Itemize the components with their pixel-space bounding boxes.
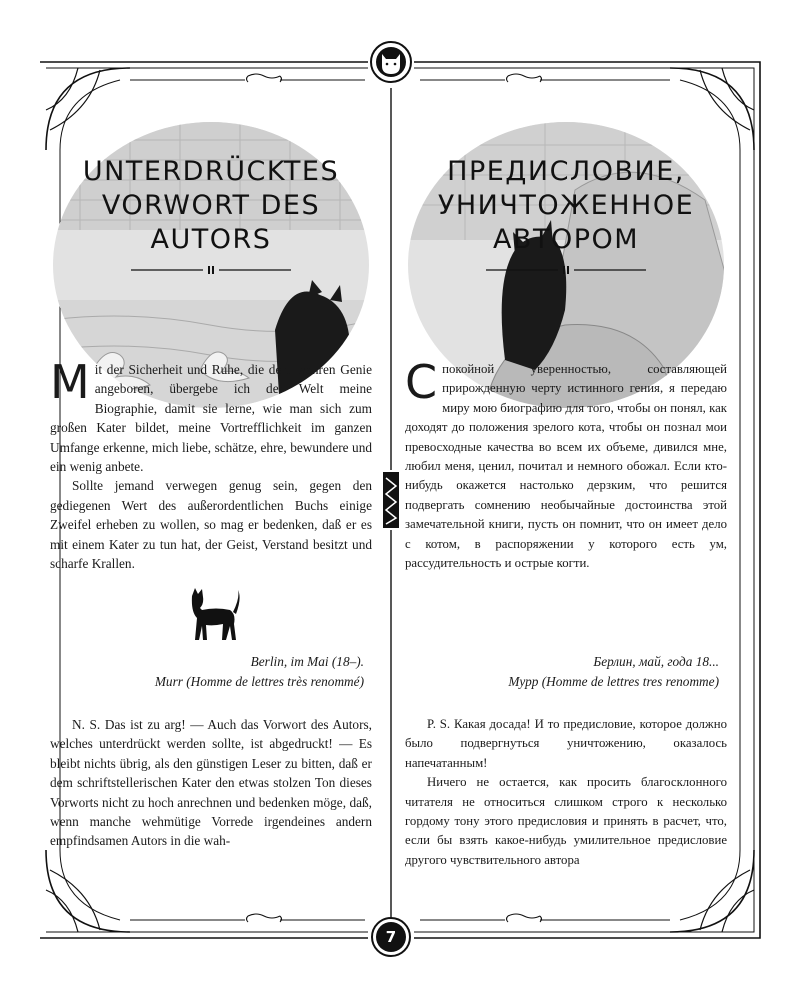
- signature-block: [64, 652, 364, 692]
- paragraph: покойной уверенностью, составляющей прирожденную черту истинного гения, я передаю миру мою биографию для того, чтобы он понял, как доходят до положения зрелого кота, чтобы он познал мои превосходные качества во всем их объеме, дивился мне, любил меня, ценил, почитал и немного обожал. Если кто-нибудь окажется настолько дерзким, что решится подвергать сомнению необычайные достоинства этой замечательной книги, пусть он помнит, что он имеет дело с котом, в распоряжении у которого есть ум, рассудительность и острые когти.: [405, 362, 727, 571]
- cat-silhouette-icon: [186, 588, 240, 640]
- signature: Murr (Homme de lettres très renommé): [154, 674, 364, 689]
- title-line: ПРЕДИСЛОВИЕ,: [447, 156, 685, 187]
- paragraph: P. S. Какая досада! И то предисловие, которое должно было подвергнуться уничтожению, оказалось напечатанным!: [405, 717, 727, 770]
- german-body: [50, 355, 372, 573]
- paragraph: Ничего не остается, как просить благосклонного читателя не относиться слишком строго к несколько гордому тону этого предисловия и принять в расчет, что, если бы взять какое-нибудь умилительное предисловие другого чувствительного автора: [405, 775, 727, 867]
- title-divider: [131, 265, 291, 275]
- german-title: [50, 155, 372, 257]
- paragraph: it der Sicherheit und Ruhe, die dem wahren Genie angeboren, übergebe ich der Welt meine Biographie, damit sie lerne, wie man sich zum großen Kater bildet, meine Vortrefflichkeit im ganzen Umfange erkenne, mich liebe, schätze, ehre, bewundere und ein wenig anbete.: [50, 362, 372, 475]
- german-column: [50, 75, 372, 920]
- place-date: Берлин, май, года 18...: [593, 654, 719, 669]
- russian-body: [405, 355, 727, 573]
- paragraph: N. S. Das ist zu arg! — Auch das Vorwort des Autors, welches unterdrückt werden sollte, ist abgedruckt! — Es bleibt nichts übrig, als den günstigen Leser zu bitten, daß er dem schriftstellerischen Kater den etwas stolzen Ton dieses Vorworts nicht zu hoch anrechnen und bedenken möge, daß, wenn manche wehmütige Vorrede irgendeines andern empfindsamen Autors in die wah-: [50, 717, 372, 849]
- russian-column: [405, 75, 727, 920]
- drop-cap: С: [405, 355, 438, 409]
- title-line: УНИЧТОЖЕННОЕ: [437, 190, 695, 221]
- signature-block: [419, 652, 719, 692]
- chain-ornament-icon: [383, 472, 399, 528]
- postscript: [50, 715, 372, 851]
- paragraph: Sollte jemand verwegen genug sein, gegen den gediegenen Wert des außerordentlichen Buchs einige Zweifel erheben zu wollen, so mag er bedenken, daß er es mit einem Kater zu tun hat, der Geist, Verstand besitzt und scharfe Krallen.: [50, 478, 372, 572]
- title-line: UNTERDRÜCKTES: [82, 156, 340, 187]
- title-line: VORWORT DES: [101, 190, 321, 221]
- title-divider: [486, 265, 646, 275]
- title-line: АВТОРОМ: [492, 224, 640, 255]
- page-number: 7: [376, 922, 406, 952]
- title-line: AUTORS: [150, 224, 272, 255]
- drop-cap: M: [50, 355, 90, 409]
- russian-title: [405, 155, 727, 257]
- postscript: [405, 715, 727, 870]
- signature: Мурр (Homme de lettres tres renomme): [508, 674, 719, 689]
- place-date: Berlin, im Mai (18–).: [250, 654, 364, 669]
